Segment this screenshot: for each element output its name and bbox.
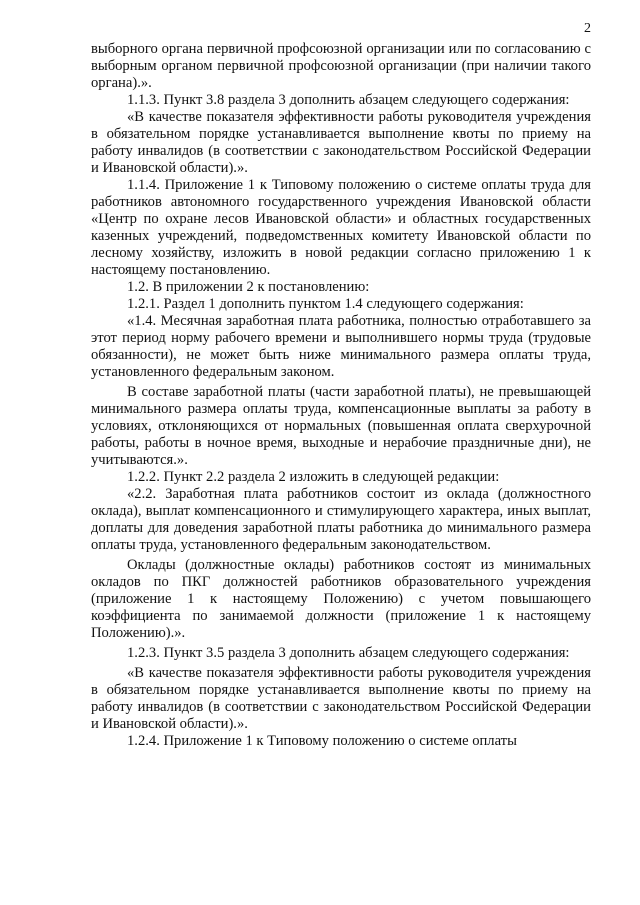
document-body xyxy=(91,41,591,750)
paragraph-compensation: В составе заработной платы (части заработной платы), не превышающей минимального размера оплаты труда, компенсационные выплаты за работу в условиях, отклоняющихся от нормальных (повышенная оплата сверхурочной работы, работы в ночное время, выходные и нерабочие праздничные дни), не учитываются.». xyxy=(91,384,591,468)
paragraph-1-2-1: 1.2.1. Раздел 1 дополнить пунктом 1.4 следующего содержания: xyxy=(127,296,524,312)
paragraph-quote-quota-2: «В качестве показателя эффективности работы руководителя учреждения в обязательном порядке устанавливается выполнение квоты по приему на работу инвалидов (в соответствии с законодательством Российской Федерации и Ивановской области).». xyxy=(91,665,591,732)
paragraph-continuation: выборного органа первичной профсоюзной организации или по согласованию с выборным органом первичной профсоюзной организации (при наличии такого органа).». xyxy=(91,41,591,91)
paragraph-1-2-2: 1.2.2. Пункт 2.2 раздела 2 изложить в следующей редакции: xyxy=(127,469,500,485)
paragraph-1-4: «1.4. Месячная заработная плата работника, полностью отработавшего за этот период норму рабочего времени и выполнившего нормы труда (трудовые обязанности), не может быть ниже минимального размера оплаты труда, установленного федеральным законом. xyxy=(91,313,591,380)
paragraph-1-2-3: 1.2.3. Пункт 3.5 раздела 3 дополнить абзацем следующего содержания: xyxy=(127,645,570,661)
paragraph-2-2: «2.2. Заработная плата работников состоит из оклада (должностного оклада), выплат компенсационного и стимулирующего характера, иных выплат, доплаты для доведения заработной платы работника до минимального размера оплаты труда, установленного федеральным законодательством. xyxy=(91,486,591,553)
paragraph-1-1-3: 1.1.3. Пункт 3.8 раздела 3 дополнить абзацем следующего содержания: xyxy=(127,92,570,108)
page-number: 2 xyxy=(584,21,591,36)
paragraph-salaries: Оклады (должностные оклады) работников состоят из минимальных окладов по ПКГ должностей работников образовательного учреждения (приложение 1 к настоящему Положению) с учетом повышающего коэффициента по занимаемой должности (приложение 1 к настоящему Положению).». xyxy=(91,557,591,641)
paragraph-quote-quota-1: «В качестве показателя эффективности работы руководителя учреждения в обязательном порядке устанавливается выполнение квоты по приему на работу инвалидов (в соответствии с законодательством Российской Федерации и Ивановской области).». xyxy=(91,109,591,176)
paragraph-1-1-4: 1.1.4. Приложение 1 к Типовому положению о системе оплаты труда для работников автономного государственного учреждения Ивановской области «Центр по охране лесов Ивановской области» и областных государственных казенных учреждений, подведомственных комитету Ивановской области по лесному хозяйству, изложить в новой редакции согласно приложению 1 к настоящему постановлению. xyxy=(91,177,591,278)
paragraph-1-2-4: 1.2.4. Приложение 1 к Типовому положению о системе оплаты xyxy=(127,733,517,749)
paragraph-1-2: 1.2. В приложении 2 к постановлению: xyxy=(127,279,370,295)
